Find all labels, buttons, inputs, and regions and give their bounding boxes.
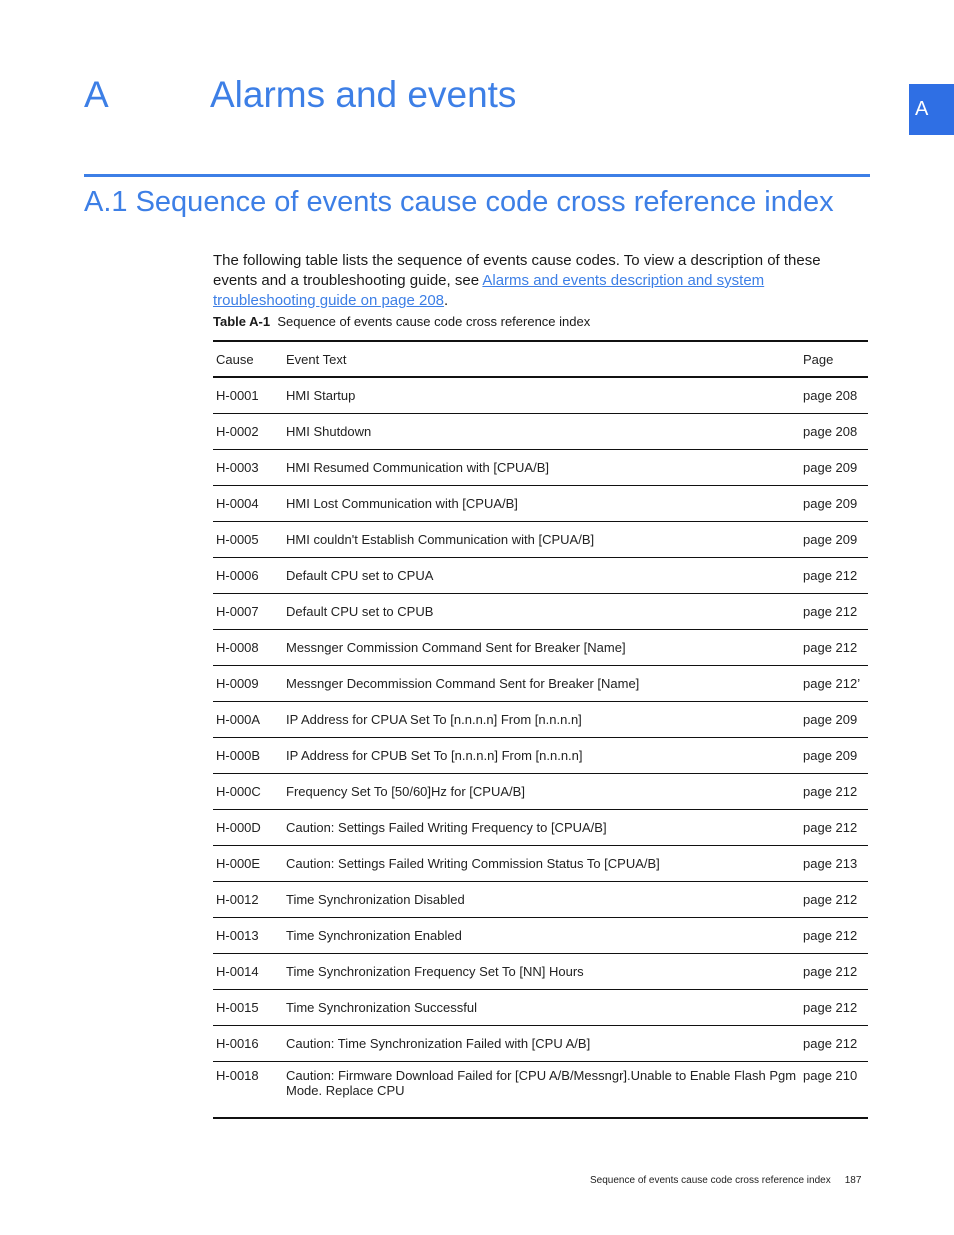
- table-caption-text: Sequence of events cause code cross reference index: [277, 314, 591, 329]
- event-text-cell: HMI Resumed Communication with [CPUA/B]: [283, 450, 800, 486]
- cause-code-cell: H-000D: [213, 810, 283, 846]
- page-ref-cell: page 208: [800, 377, 868, 414]
- cause-code-table: [213, 340, 868, 1119]
- header-page: Page: [800, 341, 868, 377]
- event-text-cell: Caution: Settings Failed Writing Frequency to [CPUA/B]: [283, 810, 800, 846]
- table-row: [213, 774, 868, 810]
- event-text-cell: HMI Startup: [283, 377, 800, 414]
- page-ref-cell: page 212: [800, 990, 868, 1026]
- cause-code-cell: H-0002: [213, 414, 283, 450]
- page-ref-cell: page 213: [800, 846, 868, 882]
- table-row: [213, 594, 868, 630]
- page-ref-cell: page 212: [800, 918, 868, 954]
- event-text-cell: IP Address for CPUB Set To [n.n.n.n] From [n.n.n.n]: [283, 738, 800, 774]
- table-row: [213, 1026, 868, 1062]
- cause-code-cell: H-0006: [213, 558, 283, 594]
- page-ref-cell: page 212: [800, 558, 868, 594]
- cause-code-cell: H-000A: [213, 702, 283, 738]
- table-row: [213, 1062, 868, 1119]
- cause-code-cell: H-0008: [213, 630, 283, 666]
- cause-code-cell: H-0001: [213, 377, 283, 414]
- table-row: [213, 954, 868, 990]
- event-text-cell: Caution: Settings Failed Writing Commission Status To [CPUA/B]: [283, 846, 800, 882]
- intro-end: .: [444, 292, 449, 309]
- page-ref-cell: page 209: [800, 450, 868, 486]
- troubleshooting-link[interactable]: Alarms and events description and system troubleshooting guide on page 208: [213, 272, 765, 309]
- table-row: [213, 558, 868, 594]
- event-text-cell: HMI Shutdown: [283, 414, 800, 450]
- chapter-tab: A: [909, 84, 954, 135]
- page-ref-cell: page 209: [800, 486, 868, 522]
- intro-text: The following table lists the sequence of events cause codes. To view a description of these events and a troubleshooting guide, see: [213, 252, 821, 289]
- cause-code-cell: H-0003: [213, 450, 283, 486]
- event-text-cell: Caution: Time Synchronization Failed with [CPU A/B]: [283, 1026, 800, 1062]
- table-caption-label: Table A-1: [213, 314, 271, 329]
- table-row: [213, 882, 868, 918]
- table-row: [213, 450, 868, 486]
- page-ref-cell: page 210: [800, 1062, 868, 1119]
- table-row: [213, 738, 868, 774]
- page-ref-cell: page 212’: [800, 666, 868, 702]
- table-row: [213, 630, 868, 666]
- header-event-text: Event Text: [283, 341, 800, 377]
- chapter-title: Alarms and events: [210, 74, 517, 115]
- section-rule: [84, 174, 870, 177]
- cause-code-cell: H-0007: [213, 594, 283, 630]
- event-text-cell: Frequency Set To [50/60]Hz for [CPUA/B]: [283, 774, 800, 810]
- cause-code-cell: H-0018: [213, 1062, 283, 1119]
- event-text-cell: Time Synchronization Disabled: [283, 882, 800, 918]
- page-ref-cell: page 212: [800, 810, 868, 846]
- event-text-cell: Messnger Commission Command Sent for Breaker [Name]: [283, 630, 800, 666]
- cause-code-cell: H-000B: [213, 738, 283, 774]
- event-text-cell: HMI Lost Communication with [CPUA/B]: [283, 486, 800, 522]
- table-row: [213, 522, 868, 558]
- table-row: [213, 702, 868, 738]
- event-text-cell: Time Synchronization Successful: [283, 990, 800, 1026]
- page-ref-cell: page 209: [800, 522, 868, 558]
- event-text-cell: Time Synchronization Enabled: [283, 918, 800, 954]
- table-row: [213, 414, 868, 450]
- event-text-cell: Messnger Decommission Command Sent for Breaker [Name]: [283, 666, 800, 702]
- table-row: [213, 846, 868, 882]
- page-ref-cell: page 212: [800, 630, 868, 666]
- table-caption: [213, 314, 590, 329]
- table-row: [213, 990, 868, 1026]
- cause-code-cell: H-0014: [213, 954, 283, 990]
- page-ref-cell: page 212: [800, 954, 868, 990]
- table-row: [213, 486, 868, 522]
- event-text-cell: IP Address for CPUA Set To [n.n.n.n] From [n.n.n.n]: [283, 702, 800, 738]
- event-text-cell: Default CPU set to CPUB: [283, 594, 800, 630]
- page-footer: [590, 1175, 861, 1186]
- cause-code-cell: H-0016: [213, 1026, 283, 1062]
- table-row: [213, 666, 868, 702]
- cause-code-cell: H-0005: [213, 522, 283, 558]
- intro-paragraph: [213, 251, 853, 311]
- table-row: [213, 810, 868, 846]
- page-ref-cell: page 209: [800, 702, 868, 738]
- table-header-row: [213, 341, 868, 377]
- cause-code-cell: H-0013: [213, 918, 283, 954]
- footer-text: Sequence of events cause code cross reference index: [590, 1175, 831, 1186]
- cause-code-cell: H-0009: [213, 666, 283, 702]
- page-ref-cell: page 209: [800, 738, 868, 774]
- cause-code-cell: H-0012: [213, 882, 283, 918]
- page-ref-cell: page 212: [800, 774, 868, 810]
- event-text-cell: Time Synchronization Frequency Set To [NN] Hours: [283, 954, 800, 990]
- cause-code-cell: H-000C: [213, 774, 283, 810]
- event-text-cell: Caution: Firmware Download Failed for [CPU A/B/Messngr].Unable to Enable Flash Pgm Mode. Replace CPU: [283, 1062, 800, 1119]
- header-cause: Cause: [213, 341, 283, 377]
- event-text-cell: HMI couldn't Establish Communication with [CPUA/B]: [283, 522, 800, 558]
- table-row: [213, 377, 868, 414]
- section-title: A.1 Sequence of events cause code cross reference index: [84, 186, 834, 218]
- cause-code-cell: H-0015: [213, 990, 283, 1026]
- cause-code-cell: H-000E: [213, 846, 283, 882]
- page-number: 187: [844, 1175, 862, 1186]
- chapter-letter: A: [84, 74, 109, 115]
- page-ref-cell: page 212: [800, 1026, 868, 1062]
- page-ref-cell: page 208: [800, 414, 868, 450]
- cause-code-cell: H-0004: [213, 486, 283, 522]
- page-ref-cell: page 212: [800, 594, 868, 630]
- event-text-cell: Default CPU set to CPUA: [283, 558, 800, 594]
- table-row: [213, 918, 868, 954]
- page-ref-cell: page 212: [800, 882, 868, 918]
